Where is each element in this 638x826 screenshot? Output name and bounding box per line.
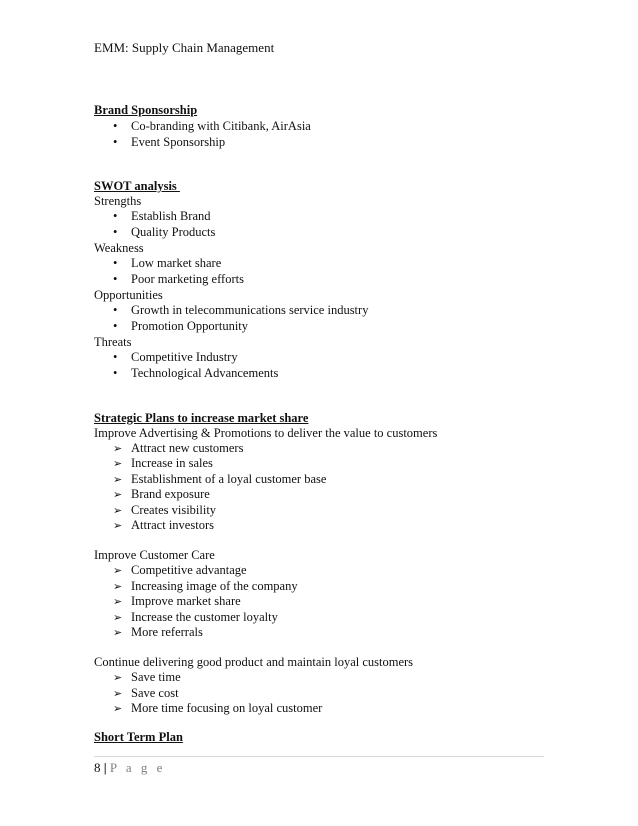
brand-sponsorship-heading: Brand Sponsorship <box>94 103 198 117</box>
arrow-bullet-icon: ➢ <box>113 520 123 532</box>
list-item: • Quality Products <box>113 225 216 239</box>
list-item: ➢ Attract investors <box>113 518 214 535</box>
list-item: • Low market share <box>113 256 222 270</box>
list-item: • Technological Advancements <box>113 366 279 380</box>
list-item: ➢ Increase the customer loyalty <box>113 610 278 627</box>
short-term-plan-heading: Short Term Plan <box>94 730 183 744</box>
list-item: ➢ Establishment of a loyal customer base <box>113 472 326 489</box>
arrow-bullet-icon: ➢ <box>113 458 123 470</box>
page-label: P a g e <box>109 760 166 775</box>
arrow-bullet-icon: ➢ <box>113 672 123 684</box>
arrow-bullet-icon: ➢ <box>113 596 123 608</box>
continue-label: Continue delivering good product and maintain loyal customers <box>94 655 414 669</box>
list-item: ➢ Increase in sales <box>113 456 213 473</box>
bullet-icon: • <box>113 272 118 286</box>
arrow-bullet-icon: ➢ <box>113 627 123 639</box>
bullet-icon: • <box>113 366 118 380</box>
arrow-bullet-icon: ➢ <box>113 505 123 517</box>
bullet-icon: • <box>113 350 118 364</box>
footer-separator: | <box>103 760 107 775</box>
list-item: ➢ Brand exposure <box>113 487 210 504</box>
list-item: • Event Sponsorship <box>113 135 226 149</box>
footer-divider <box>94 756 544 757</box>
list-item: ➢ Creates visibility <box>113 503 216 520</box>
strengths-label: Strengths <box>94 194 142 208</box>
arrow-bullet-icon: ➢ <box>113 703 123 715</box>
bullet-icon: • <box>113 256 118 270</box>
list-item: • Promotion Opportunity <box>113 319 249 333</box>
opportunities-label: Opportunities <box>94 288 163 302</box>
page-footer <box>94 760 165 776</box>
list-item: ➢ Save cost <box>113 686 179 703</box>
advertising-label: Improve Advertising & Promotions to deliver the value to customers <box>94 426 438 440</box>
list-item: ➢ Improve market share <box>113 594 241 611</box>
strategic-plans-heading: Strategic Plans to increase market share <box>94 411 309 425</box>
bullet-icon: • <box>113 303 118 317</box>
list-item: ➢ More time focusing on loyal customer <box>113 701 322 718</box>
arrow-bullet-icon: ➢ <box>113 443 123 455</box>
list-item: ➢ Increasing image of the company <box>113 579 298 596</box>
page-header: EMM: Supply Chain Management <box>94 40 275 55</box>
arrow-bullet-icon: ➢ <box>113 612 123 624</box>
bullet-icon: • <box>113 135 118 149</box>
list-item: ➢ Save time <box>113 670 181 687</box>
list-item: • Co-branding with Citibank, AirAsia <box>113 119 311 133</box>
list-item: ➢ Attract new customers <box>113 441 243 458</box>
page-number: 8 <box>94 760 101 775</box>
bullet-icon: • <box>113 225 118 239</box>
list-item: ➢ Competitive advantage <box>113 563 247 580</box>
bullet-icon: • <box>113 119 118 133</box>
list-item: ➢ More referrals <box>113 625 203 642</box>
list-item: • Establish Brand <box>113 209 211 223</box>
customer-care-label: Improve Customer Care <box>94 548 215 562</box>
list-item: • Growth in telecommunications service industry <box>113 303 369 317</box>
weakness-label: Weakness <box>94 241 144 255</box>
arrow-bullet-icon: ➢ <box>113 474 123 486</box>
list-item: • Competitive Industry <box>113 350 238 364</box>
bullet-icon: • <box>113 319 118 333</box>
arrow-bullet-icon: ➢ <box>113 489 123 501</box>
arrow-bullet-icon: ➢ <box>113 565 123 577</box>
threats-label: Threats <box>94 335 132 349</box>
arrow-bullet-icon: ➢ <box>113 688 123 700</box>
arrow-bullet-icon: ➢ <box>113 581 123 593</box>
bullet-icon: • <box>113 209 118 223</box>
list-item: • Poor marketing efforts <box>113 272 244 286</box>
swot-heading: SWOT analysis <box>94 179 180 193</box>
